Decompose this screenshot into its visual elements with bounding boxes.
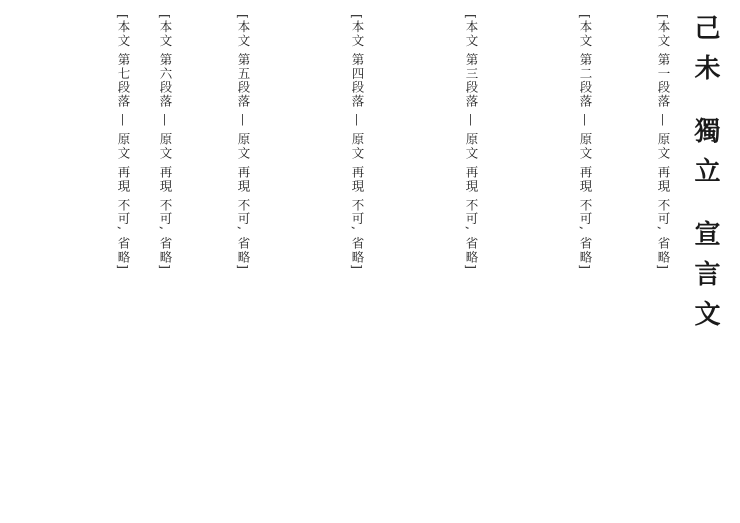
document-body — [18, 14, 672, 509]
paragraph-3: [本文 第三段落 — 原文 再現 不可, 省略] — [464, 14, 479, 271]
paragraph-4: [本文 第四段落 — 原文 再現 不可, 省略] — [350, 14, 365, 271]
paragraph-5: [本文 第五段落 — 原文 再現 不可, 省略] — [236, 14, 251, 271]
paragraph-1: [本文 第一段落 — 原文 再現 不可, 省略] — [656, 14, 671, 271]
paragraph-2: [本文 第二段落 — 原文 再現 不可, 省略] — [578, 14, 593, 271]
paragraph-7: [本文 第七段落 — 原文 再現 不可, 省略] — [116, 14, 131, 271]
paragraph-6: [本文 第六段落 — 原文 再現 不可, 省略] — [158, 14, 173, 271]
document-title: 己未 獨立 宣言文 — [690, 14, 720, 341]
